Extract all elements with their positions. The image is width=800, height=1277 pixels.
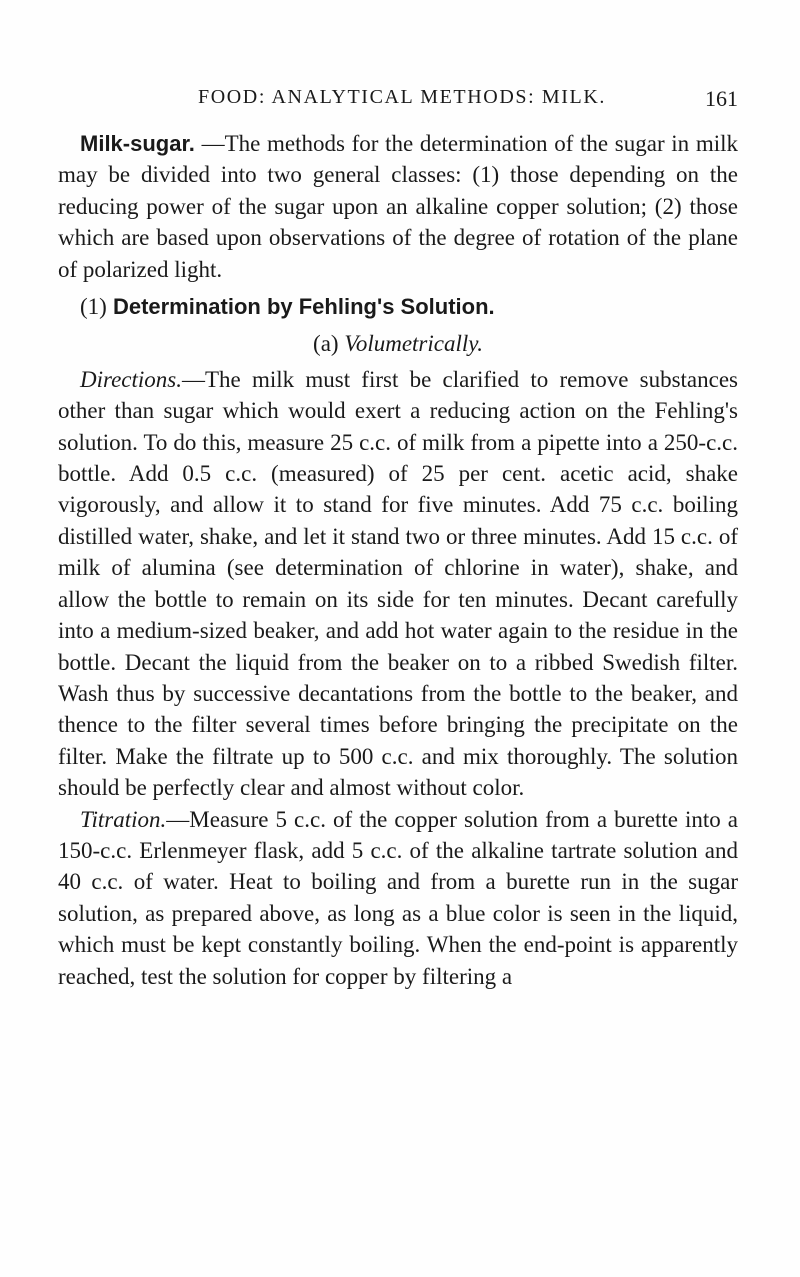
intro-text: —The methods for the determination of the sugar in milk may be divided into two general classes: (1) those depending on the reducing power of the sugar upon an alkaline copper solution; (2) those which are based upon observations of the degree of rotation of the plane of polarized light. xyxy=(58,131,738,282)
titration-text: —Measure 5 c.c. of the copper solution from a burette into a 150-c.c. Erlenmeyer flask, add 5 c.c. of the alkaline tartrate solution and 40 c.c. of water. Heat to boiling and from a burette run in the sugar solution, as prepared above, as long as a blue color is seen in the liquid, which must be kept constantly boiling. When the end-point is apparently reached, test the solution for copper by filtering a xyxy=(58,806,738,989)
titration-label: Titration. xyxy=(80,806,167,832)
subsection-title: Determination by Fehling's Solution. xyxy=(106,294,495,320)
subsection-heading xyxy=(58,291,738,322)
method-number: (a) xyxy=(313,331,339,357)
running-title: FOOD: ANALYTICAL METHODS: MILK. xyxy=(198,86,606,108)
titration-paragraph xyxy=(58,804,738,992)
intro-paragraph xyxy=(58,128,738,285)
method-title: Volumetrically. xyxy=(338,331,483,357)
method-subheading xyxy=(58,328,738,359)
directions-label: Directions. xyxy=(80,366,182,392)
page-number: 161 xyxy=(705,86,738,111)
subsection-number: (1) xyxy=(80,294,107,320)
running-head xyxy=(198,86,738,109)
directions-text: —The milk must first be clarified to remove substances other than sugar which would exert a reducing action on the Fehling's solution. To do this, measure 25 c.c. of milk from a pipette into a 250-c.c. bottle. Add 0.5 c.c. (measured) of 25 per cent. acetic acid, shake vigorously, and allow it to stand for five minutes. Add 75 c.c. boiling distilled water, shake, and let it stand two or three minutes. Add 15 c.c. of milk of alumina (see determination of chlorine in water), shake, and allow the bottle to remain on its side for ten minutes. Decant carefully into a medium-sized beaker, and add hot water again to the residue in the bottle. Decant the liquid from the beaker on to a ribbed Swedish filter. Wash thus by successive decantations from the bottle to the beaker, and thence to the filter several times before bringing the precipitate on the filter. Make the filtrate up to 500 c.c. and mix thoroughly. The solution should be perfectly clear and almost without color. xyxy=(58,366,738,801)
page-body xyxy=(58,128,738,992)
directions-paragraph xyxy=(58,364,738,804)
section-heading: Milk-sugar. xyxy=(80,131,195,156)
